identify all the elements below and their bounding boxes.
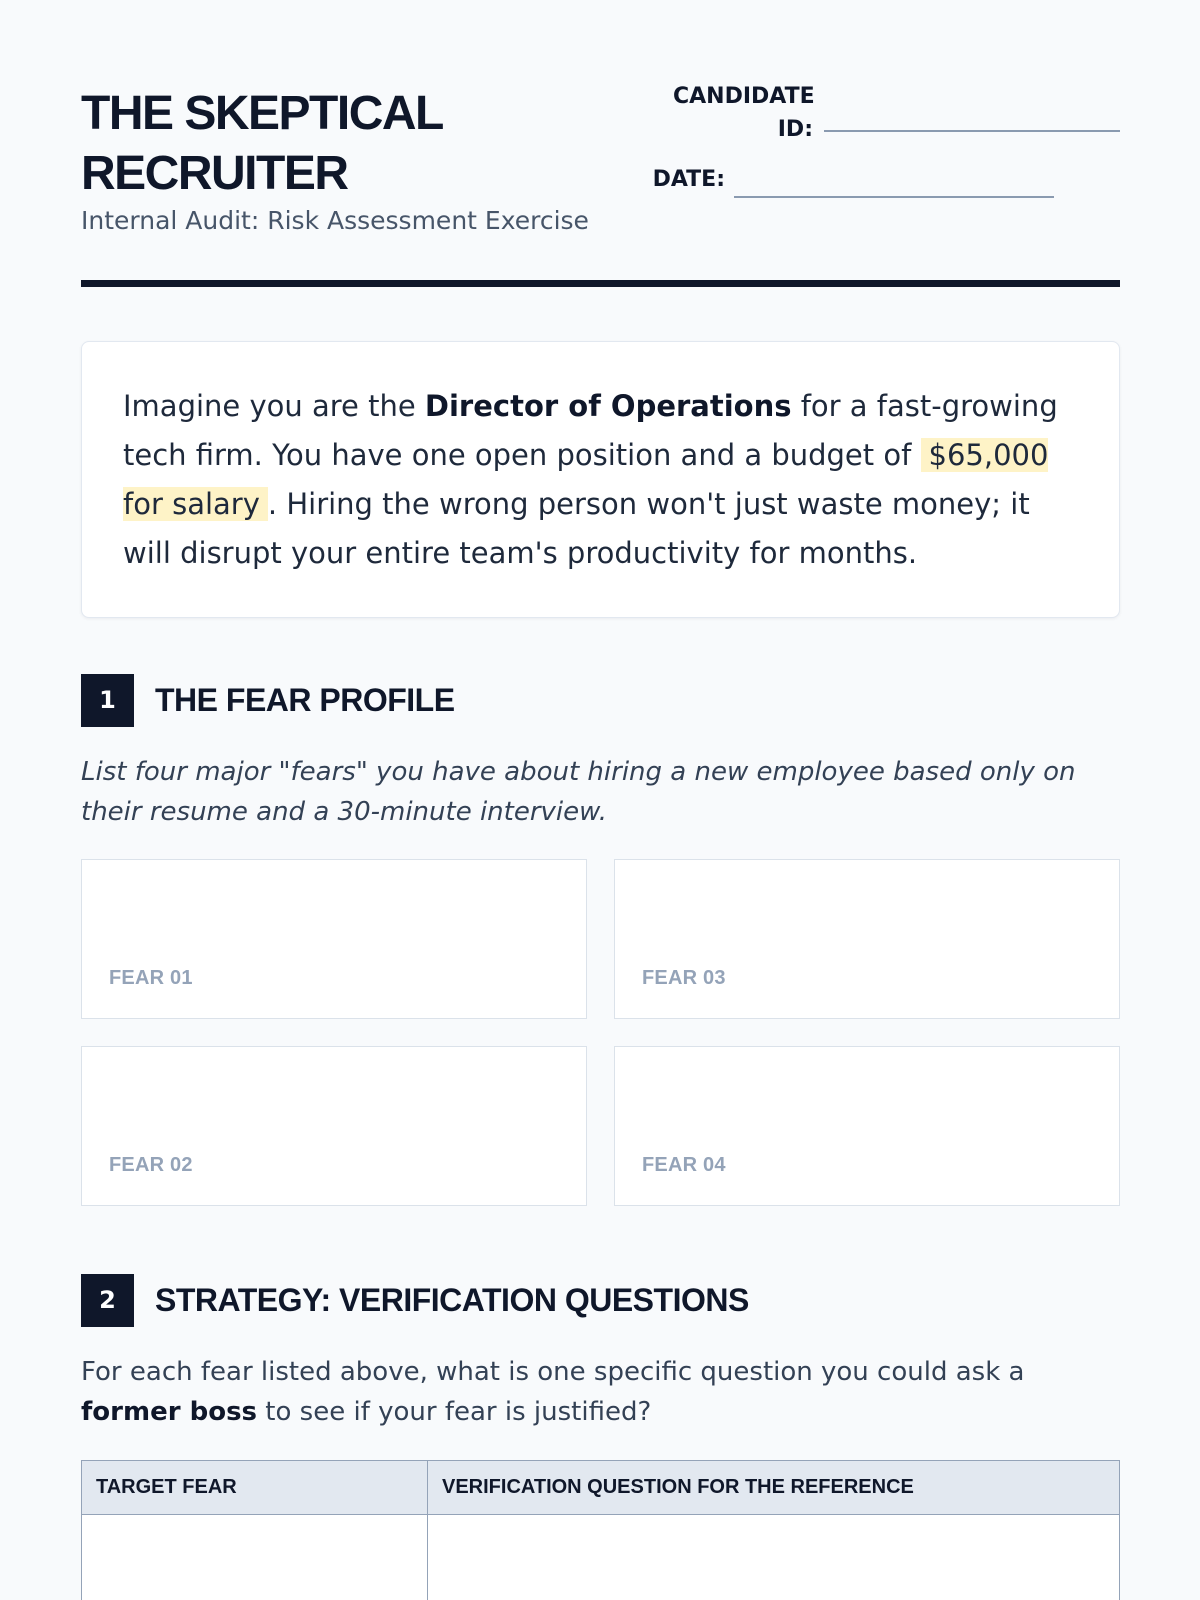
instructions-text-part: to see if your fear is justified? [257, 1397, 652, 1427]
section-2-instructions [81, 1352, 1120, 1432]
budget-highlight: $65,000 for salary [123, 438, 1049, 521]
candidate-id-field[interactable] [824, 130, 1120, 132]
target-fear-cell[interactable] [82, 1515, 428, 1600]
fear-input-box[interactable] [614, 859, 1120, 1019]
section-title: STRATEGY: VERIFICATION QUESTIONS [155, 1281, 749, 1318]
section-2-header [81, 1273, 749, 1327]
fear-input-box[interactable] [614, 1046, 1120, 1206]
worksheet-page [81, 0, 1120, 1498]
scenario-card [81, 341, 1120, 618]
section-title: THE FEAR PROFILE [155, 681, 455, 718]
column-header-verification-question: VERIFICATION QUESTION FOR THE REFERENCE [442, 1476, 914, 1498]
fear-label: FEAR 01 [109, 967, 193, 989]
column-header-target-fear: TARGET FEAR [82, 1461, 428, 1514]
page-title: THE SKEPTICAL RECRUITER [81, 87, 442, 200]
verification-table [81, 1460, 1120, 1600]
fear-input-box[interactable] [81, 859, 587, 1019]
candidate-id-label: CANDIDATE ID: [673, 84, 815, 142]
worksheet-header [81, 0, 1120, 287]
scenario-text-part: Imagine you are the [123, 389, 425, 423]
date-label: DATE: [652, 167, 725, 192]
instructions-emphasis: former boss [81, 1397, 258, 1427]
section-1-instructions: List four major "fears" you have about hiring a new employee based only on their resume and a 30-minute interview. [81, 757, 1076, 827]
scenario-text-part: . Hiring the wrong person won't just waste money; it will disrupt your entire team's productivity for months. [123, 487, 1030, 570]
table-header-row [82, 1461, 1119, 1515]
section-number-badge: 2 [81, 1274, 134, 1327]
fear-label: FEAR 03 [642, 967, 726, 989]
fear-label: FEAR 02 [109, 1154, 193, 1176]
scenario-role: Director of Operations [424, 389, 792, 423]
table-row [82, 1515, 1119, 1600]
instructions-text-part: For each fear listed above, what is one specific question you could ask a [81, 1357, 1025, 1387]
fear-input-box[interactable] [81, 1046, 587, 1206]
scenario-text [123, 382, 1079, 578]
scenario-text-part: for a fast-growing tech firm. You have one open position and a budget of [123, 389, 1058, 472]
verification-question-cell[interactable] [428, 1515, 1119, 1600]
page-subtitle: Internal Audit: Risk Assessment Exercise [81, 206, 589, 235]
date-field[interactable] [734, 196, 1054, 198]
fear-label: FEAR 04 [642, 1154, 726, 1176]
header-divider [81, 280, 1120, 287]
section-number-badge: 1 [81, 674, 134, 727]
section-1-header [81, 673, 455, 727]
